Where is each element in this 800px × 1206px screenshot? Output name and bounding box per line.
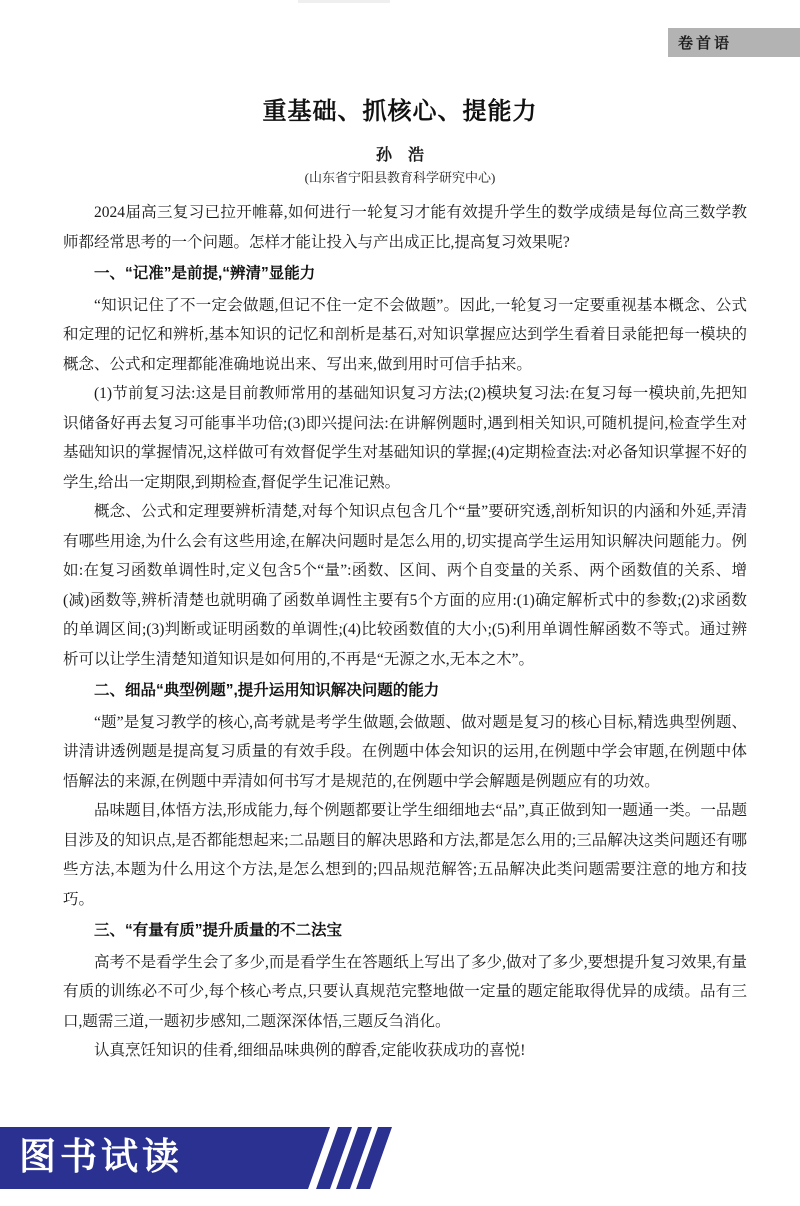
scan-artifact [298, 0, 390, 3]
paragraph: 概念、公式和定理要辨析清楚,对每个知识点包含几个“量”要研究透,剖析知识的内涵和外延,弄清有哪些用途,为什么会有这些用途,在解决问题时是怎么用的,切实提高学生运用知识解决问题能力。例如:在复习函数单调性时,定义包含5个“量”:函数、区间、两个自变量的关系、两个函数值的关系、增(减)函数等,辨析清楚也就明确了函数单调性主要有5个方面的应用:(1)确定解析式中的参数;(2)求函数的单调区间;(3)判断或证明函数的单调性;(4)比较函数值的大小;(5)利用单调性解函数不等式。通过辨析可以让学生清楚知道知识是如何用的,不再是“无源之水,无本之木”。 [63, 503, 747, 668]
article-body [63, 198, 747, 1066]
section-heading: 一、“记准”是前提,“辨清”显能力 [94, 265, 316, 282]
paragraph: (1)节前复习法:这是目前教师常用的基础知识复习方法;(2)模块复习法:在复习每一模块前,先把知识储备好再去复习可能事半功倍;(3)即兴提问法:在讲解例题时,遇到相关知识,可随机提问,检查学生对基础知识的掌握情况,这样做可有效督促学生对基础知识的掌握;(4)定期检查法:对必备知识掌握不好的学生,给出一定期限,到期检查,督促学生记准记熟。 [63, 385, 747, 491]
paragraph: “知识记住了不一定会做题,但记不住一定不会做题”。因此,一轮复习一定要重视基本概念、公式和定理的记忆和辨析,基本知识的记忆和剖析是基石,对知识掌握应达到学生看着目录能把每一模块的概念、公式和定理都能准确地说出来、写出来,做到用时可信手拈来。 [63, 296, 747, 373]
section-heading: 二、细品“典型例题”,提升运用知识解决问题的能力 [94, 682, 440, 699]
footer-banner-label: 图书试读 [19, 1136, 183, 1177]
section-tab [668, 28, 800, 57]
article-title: 重基础、抓核心、提能力 [262, 98, 538, 125]
paragraph: 高考不是看学生会了多少,而是看学生在答题纸上写出了多少,做对了多少,要想提升复习效果,有量有质的训练必不可少,每个核心考点,只要认真规范完整地做一定量的题定能取得优异的成绩。品有三口,题需三道,一题初步感知,二题深深体悟,三题反刍消化。 [63, 953, 747, 1030]
section-heading: 三、“有量有质”提升质量的不二法宝 [94, 922, 343, 939]
paragraph: 2024届高三复习已拉开帷幕,如何进行一轮复习才能有效提升学生的数学成绩是每位高三数学教师都经常思考的一个问题。怎样才能让投入与产出成正比,提高复习效果呢? [63, 204, 747, 251]
paragraph: 品味题目,体悟方法,形成能力,每个例题都要让学生细细地去“品”,真正做到知一题通一类。一品题目涉及的知识点,是否都能想起来;二品题目的解决思路和方法,都是怎么用的;三品解决这类问题还有哪些方法,本题为什么用这个方法,是怎么想到的;四品规范解答;五品解决此类问题需要注意的地方和技巧。 [63, 802, 747, 908]
paragraph: “题”是复习教学的核心,高考就是考学生做题,会做题、做对题是复习的核心目标,精选典型例题、讲清讲透例题是提高复习质量的有效手段。在例题中体会知识的运用,在例题中学会审题,在例题中体悟解法的来源,在例题中弄清如何书写才是规范的,在例题中学会解题是例题应有的功效。 [63, 713, 747, 790]
footer-banner [0, 1127, 400, 1189]
article-author: 孙 浩 [375, 147, 424, 164]
paragraph: 认真烹饪知识的佳肴,细细品味典例的醇香,定能收获成功的喜悦! [94, 1042, 526, 1059]
article-affiliation: (山东省宁阳县教育科学研究中心) [304, 170, 496, 185]
section-tab-label: 卷首语 [678, 35, 733, 52]
